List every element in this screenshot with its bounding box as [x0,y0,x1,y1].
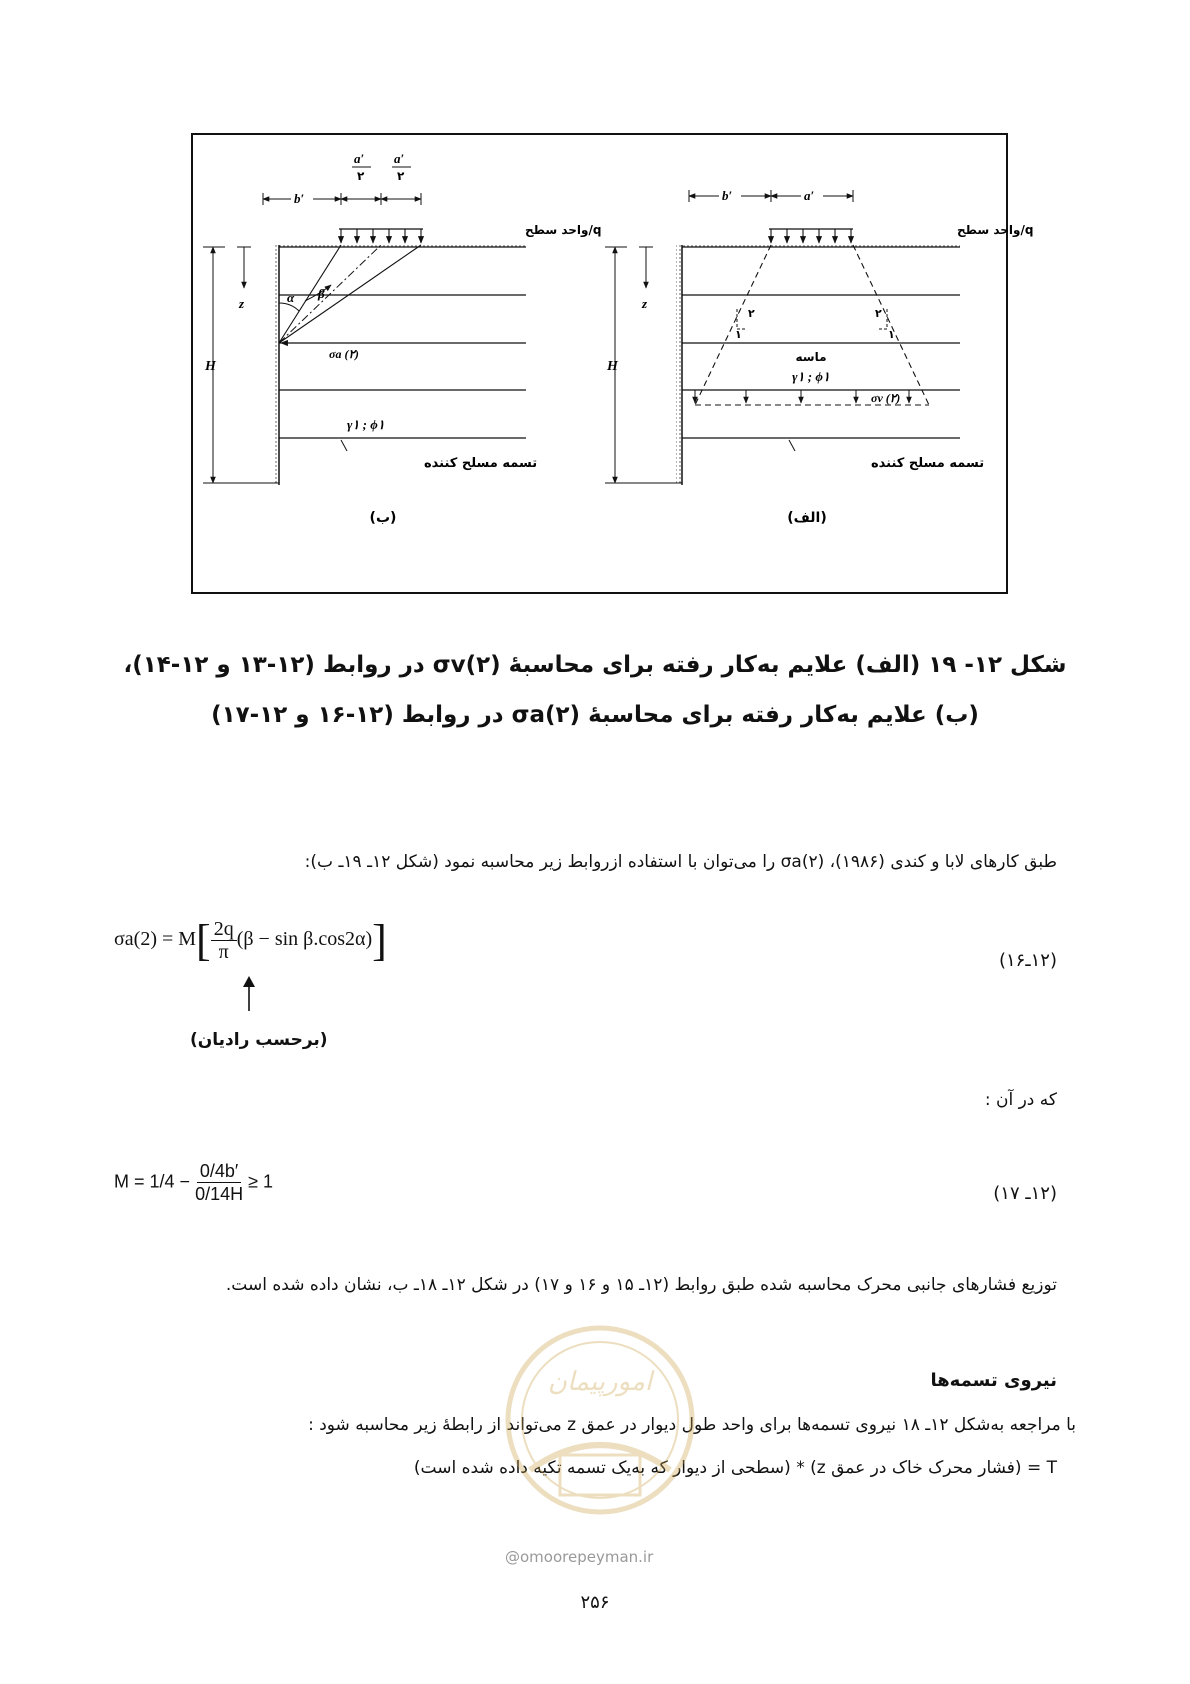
eq17-lhs: M = 1/4 − [114,1171,191,1192]
eq17-fraction [195,1160,243,1205]
paragraph-formula: T = (فشار محرک خاک در عمق z) * (سطحی از دیوار که به‌یک تسمه تکیه داده شده است) [413,1458,1057,1478]
eq17-rest: ≥ 1 [248,1171,274,1192]
panel-a-soil: γ۱ ; ϕ۱ [792,369,830,384]
panel-b-label: (ب) [369,510,397,526]
paragraph-intro: طبق کارهای لابا و کندی (۱۹۸۶)، σa(۲) را می‌توان با استفاده ازروابط زیر محاسبه نمود (شکل ۱۲ـ ۱۹ـ ب): [304,852,1057,872]
figure-19-12 [191,133,1034,594]
eq16-num: 2q [211,918,237,941]
panel-a-slope-1-right: ۱ [888,328,895,341]
page-number: ۲۵۶ [580,1592,610,1613]
panel-a-label: (الف) [787,510,827,526]
eq17-den: 0/14H [195,1184,244,1204]
panel-a-sigma: σv (۲) [871,391,901,405]
panel-a-z: z [642,296,648,311]
eq17-num: 0/4b′ [197,1160,241,1183]
panel-b-alpha: α [287,290,295,305]
equation-17-number: (۱۲ـ ۱۷) [993,1183,1057,1204]
panel-b-strip-label: تسمه مسلح کننده [424,456,538,471]
panel-a-H: H [607,359,618,374]
panel-a-strip-label: تسمه مسلح کننده [871,456,985,471]
where-label: که در آن : [984,1090,1057,1110]
figure-caption-line-2: (ب) علایم به‌کار رفته برای محاسبهٔ σa(۲) در روابط (۱۲-۱۶ و ۱۲-۱۷) [211,702,979,728]
panel-b-a-half-num-1: a′ [354,151,365,166]
figure-caption-line-1: شکل ۱۲- ۱۹ (الف) علایم به‌کار رفته برای محاسبهٔ σv(۲) در روابط (۱۲-۱۳ و ۱۲-۱۴)، [123,652,1067,678]
eq16-fraction [211,918,237,963]
panel-a-q-label: q/واحد سطح [957,223,1034,237]
panel-a-b-prime: b′ [722,188,733,203]
watermark-site: @omoorepeyman.ir [505,1548,654,1566]
panel-a-slope-1-left: ۱ [735,328,742,341]
equation-16-number: (۱۲ـ۱۶) [998,950,1057,971]
panel-b-beta: β [318,286,325,301]
equation-16: σa(2) = M[ $\frac{2q}{\pi}$ (β − sin β.cos2α)] [114,916,387,965]
panel-b-a-half-den-2: ۲ [397,169,405,183]
arrow-up-icon [242,975,256,1013]
panel-b-sigma: σa (۲) [329,347,359,361]
panel-b-soil: γ۱ ; ϕ۱ [347,417,385,432]
equation-17 [114,1160,273,1205]
eq16-rest: (β − sin β.cos2α) [236,928,373,951]
watermark-logo [500,1320,700,1530]
paragraph-distribution: توزیع فشارهای جانبی محرک محاسبه شده طبق روابط (۱۲ـ ۱۵ و ۱۶ و ۱۷) در شکل ۱۲ـ ۱۸ـ ب، نشان داده شده است. [225,1275,1057,1295]
watermark-logo-text: امورپیمان [547,1367,653,1397]
eq16-note: (برحسب رادیان) [190,1030,328,1050]
panel-b-H: H [205,359,216,374]
panel-b-q-label: q/واحد سطح [525,223,602,237]
panel-b-z: z [239,296,245,311]
eq16-lhs: σa(2) = M [114,928,197,951]
panel-b-a-half-num-2: a′ [394,151,405,166]
panel-a-a-prime: a′ [804,188,815,203]
panel-a-slope-2-left: ۲ [748,307,755,320]
eq16-den: π [218,941,229,963]
paragraph-strip-force: با مراجعه به‌شکل ۱۲ـ ۱۸ نیروی تسمه‌ها برای واحد طول دیوار در عمق z می‌تواند از رابطهٔ زیر محاسبه شود : [308,1415,1076,1435]
panel-b-a-half-den-1: ۲ [357,169,365,183]
panel-b-b-prime: b′ [294,191,305,206]
section-heading: نیروی تسمه‌ها [930,1370,1057,1391]
panel-a-sand: ماسه [795,350,827,364]
panel-a-slope-2-right: ۲ [875,307,882,320]
